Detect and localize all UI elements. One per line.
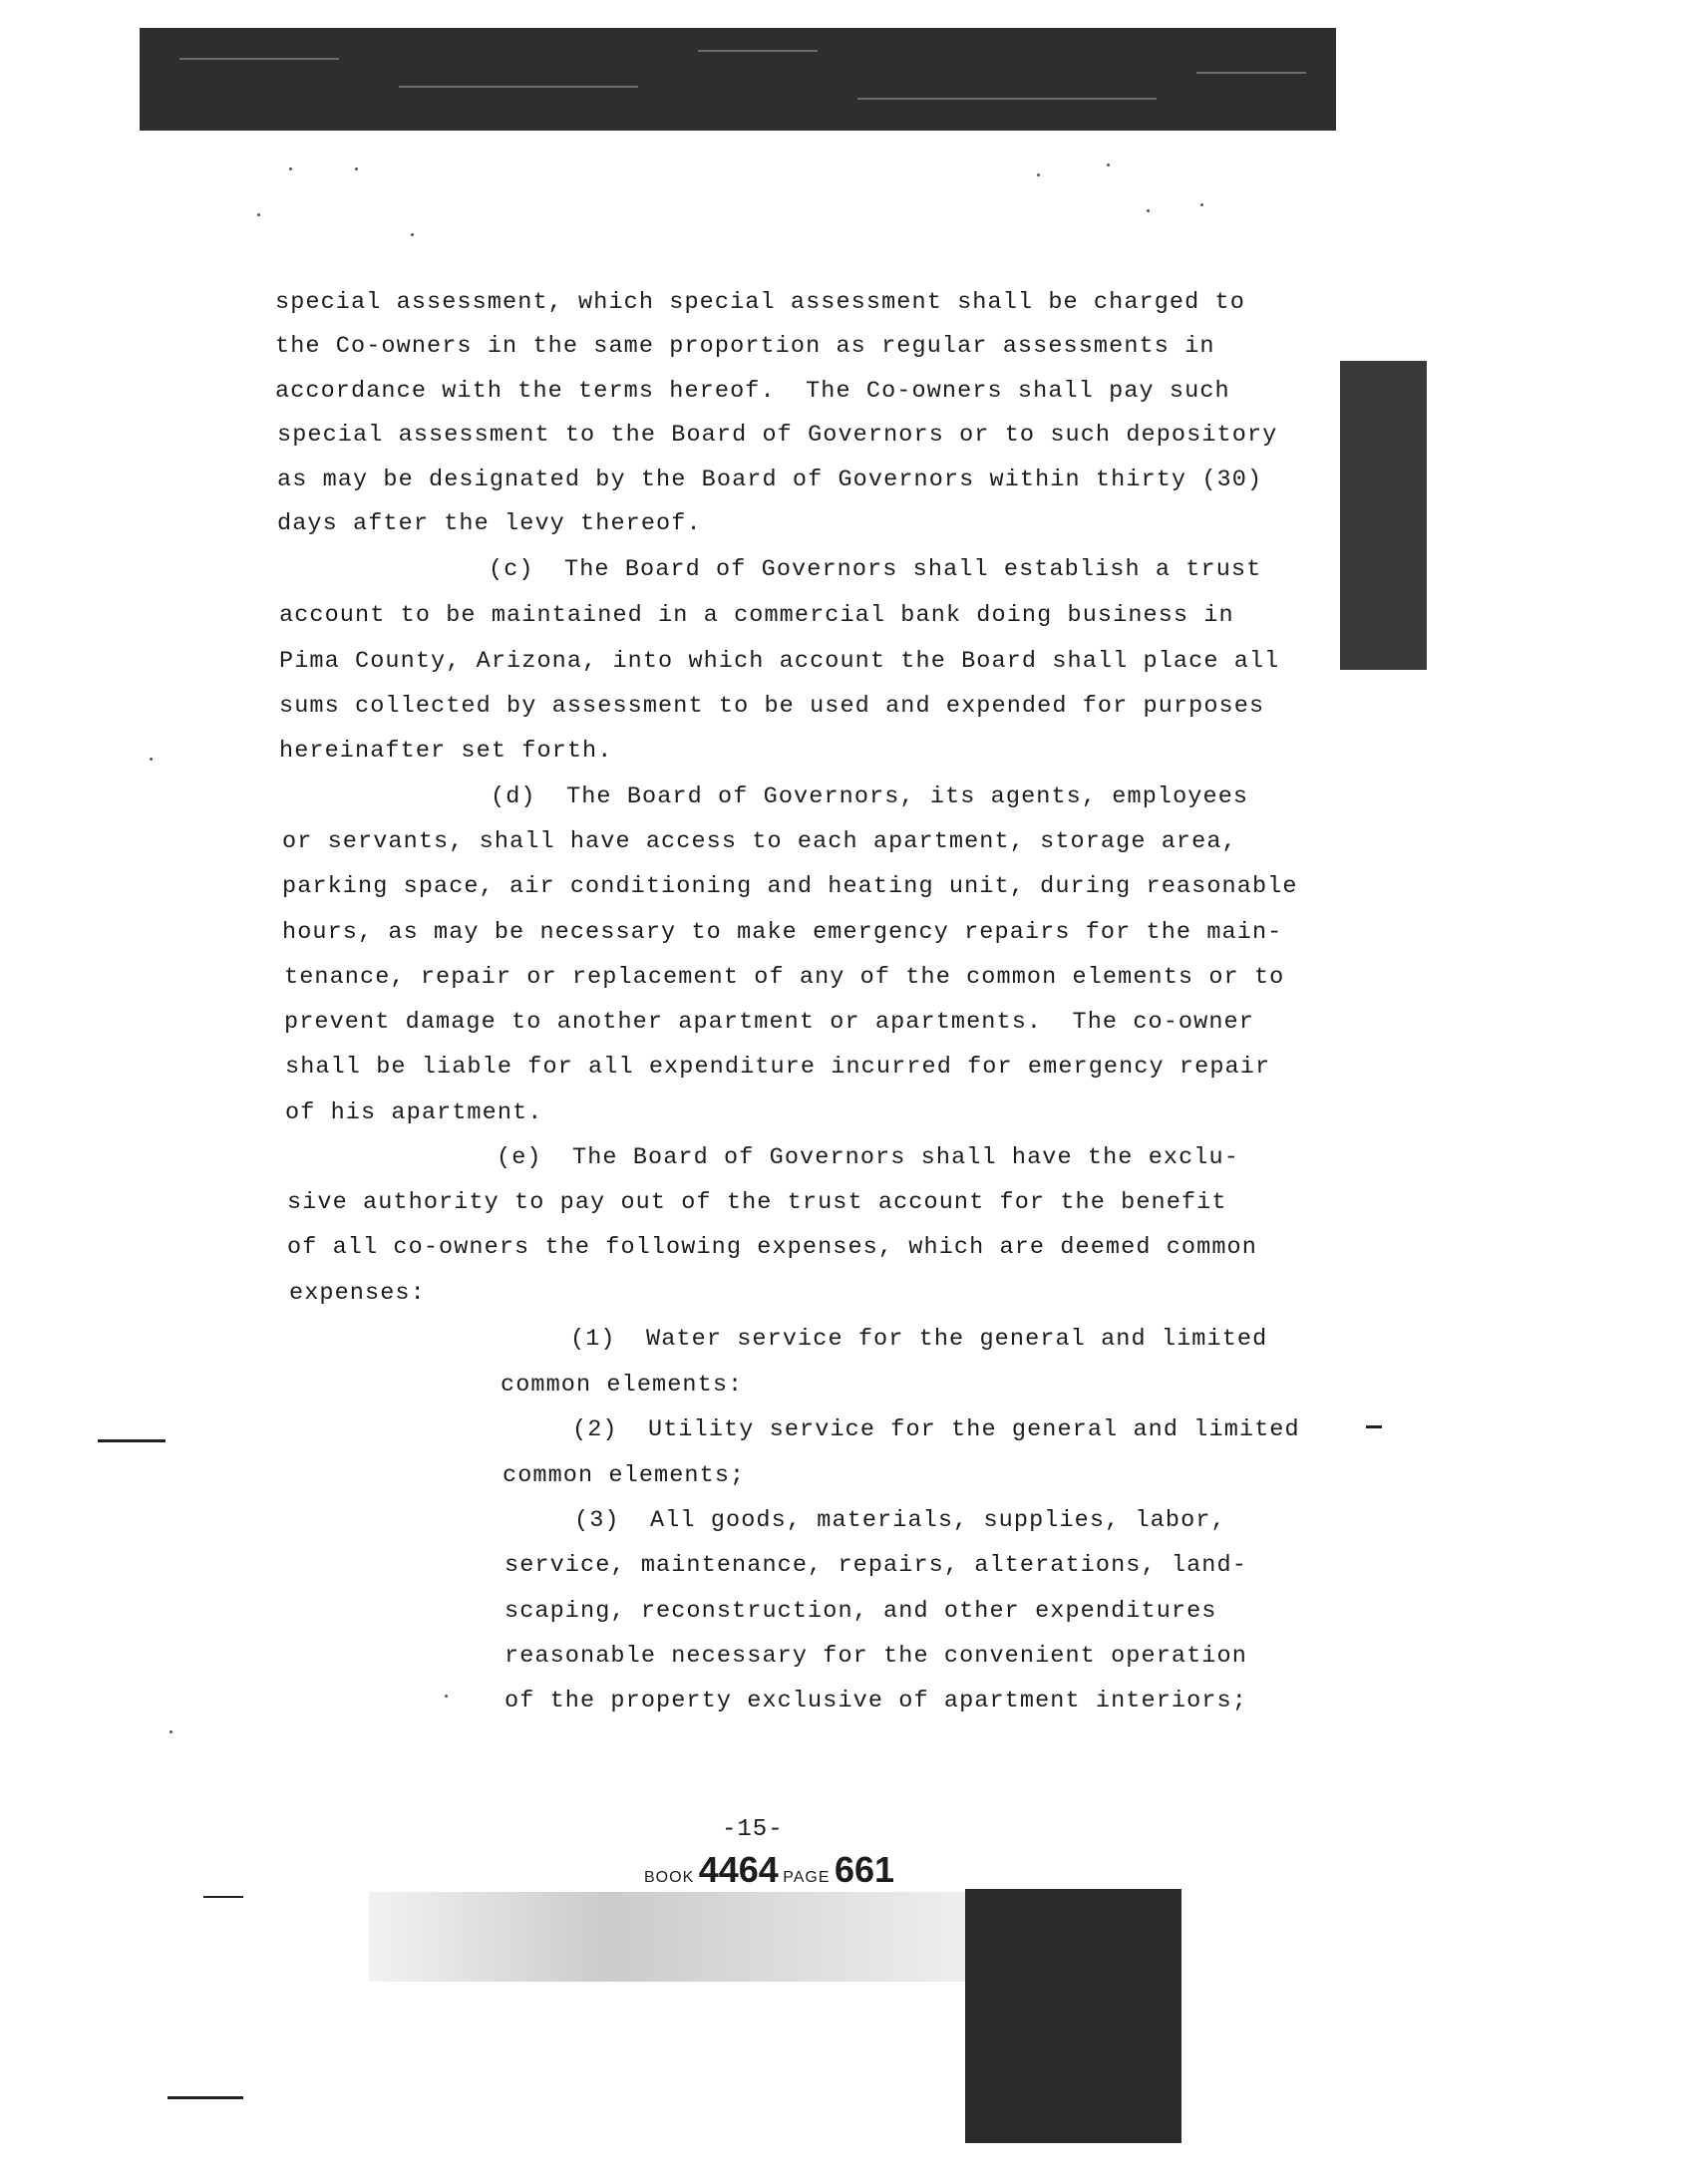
- text-line: of his apartment.: [285, 1099, 543, 1126]
- text-line: days after the levy thereof.: [277, 510, 702, 537]
- scan-footer-band: [965, 1889, 1181, 2143]
- scan-smear: [369, 1892, 967, 1982]
- text-line: special assessment, which special assessment shall be charged to: [275, 289, 1245, 316]
- text-line: of all co-owners the following expenses, which are deemed common: [287, 1234, 1257, 1261]
- book-page-stamp: [644, 1849, 894, 1891]
- text-line: (c) The Board of Governors shall establish a trust: [489, 556, 1262, 583]
- book-label: BOOK: [644, 1869, 695, 1886]
- text-line: hours, as may be necessary to make emergency repairs for the main-: [282, 919, 1283, 946]
- text-line: (2) Utility service for the general and limited: [572, 1416, 1300, 1443]
- text-line: (e) The Board of Governors shall have the exclu-: [497, 1144, 1239, 1171]
- text-line: scaping, reconstruction, and other expenditures: [505, 1598, 1217, 1625]
- margin-mark: [203, 1896, 243, 1898]
- margin-mark: [168, 2096, 243, 2099]
- text-line: service, maintenance, repairs, alterations, land-: [505, 1552, 1247, 1579]
- margin-mark: [1366, 1425, 1382, 1428]
- page-label: PAGE: [783, 1869, 831, 1886]
- text-line: shall be liable for all expenditure incurred for emergency repair: [285, 1054, 1271, 1081]
- text-line: as may be designated by the Board of Governors within thirty (30): [277, 467, 1263, 493]
- text-line: expenses:: [289, 1280, 426, 1307]
- text-line: special assessment to the Board of Governors or to such depository: [277, 422, 1278, 449]
- text-line: hereinafter set forth.: [279, 738, 613, 765]
- text-line: the Co-owners in the same proportion as regular assessments in: [275, 333, 1215, 360]
- text-line: of the property exclusive of apartment interiors;: [505, 1688, 1247, 1715]
- text-line: (3) All goods, materials, supplies, labor,: [574, 1507, 1226, 1534]
- text-line: or servants, shall have access to each apartment, storage area,: [282, 828, 1237, 855]
- page-ref: 661: [834, 1849, 895, 1890]
- text-line: common elements:: [501, 1372, 744, 1399]
- text-line: reasonable necessary for the convenient operation: [505, 1643, 1247, 1670]
- text-line: account to be maintained in a commercial bank doing business in: [279, 602, 1234, 629]
- book-number: 4464: [698, 1849, 779, 1890]
- page-number: -15-: [722, 1816, 784, 1843]
- margin-mark: [98, 1439, 166, 1442]
- text-line: Pima County, Arizona, into which account the Board shall place all: [279, 648, 1280, 675]
- text-line: parking space, air conditioning and heating unit, during reasonable: [282, 873, 1298, 900]
- text-line: prevent damage to another apartment or apartments. The co-owner: [284, 1009, 1254, 1036]
- text-line: common elements;: [503, 1462, 746, 1489]
- text-line: accordance with the terms hereof. The Co-owners shall pay such: [275, 378, 1230, 405]
- text-line: sive authority to pay out of the trust account for the benefit: [287, 1189, 1227, 1216]
- text-line: tenance, repair or replacement of any of the common elements or to: [284, 964, 1285, 991]
- text-line: (d) The Board of Governors, its agents, employees: [491, 783, 1249, 810]
- text-line: sums collected by assessment to be used and expended for purposes: [279, 693, 1265, 720]
- scan-side-band: [1340, 361, 1427, 670]
- scan-header-band: [140, 28, 1336, 131]
- text-line: (1) Water service for the general and limited: [570, 1326, 1268, 1353]
